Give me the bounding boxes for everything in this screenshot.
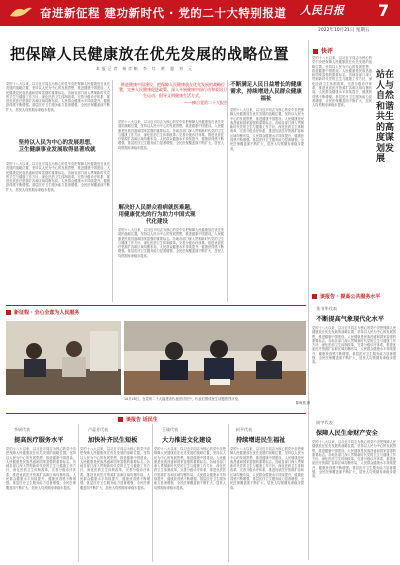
column-rule [152, 424, 153, 562]
newspaper-logo: 人民日报 [300, 4, 344, 17]
column-rule [228, 424, 229, 562]
column-kicker: 王瑜代表 [162, 427, 178, 432]
bottom-commentary-body: 党的十八大以来，以习近平同志为核心的党中央把保障人民健康放在优先发展的战略位置，坚持以人民为中心的发展思想，推进健康中国建设。人民健康是民族昌盛和国家富强的重要标志。各地各部门深入贯彻新时代党的卫生与健康工作方针，深化医药卫生体制改革，完善分级诊疗体系，推进优质医疗资源扩容和区域均衡布局，人民群众健康水平持续提升，健康获得感不断增强。基层医疗卫生服务能力显著增强，全民医保覆盖面不断扩大，居民人均预期寿命稳步提高。 [312, 440, 396, 479]
column-kicker: 卢蕊芳代表 [88, 427, 108, 432]
section-rule [6, 413, 306, 414]
column-body: 党的十八大以来，以习近平同志为核心的党中央把保障人民健康放在优先发展的战略位置，坚持以人民为中心的发展思想，推进健康中国建设。人民健康是民族昌盛和国家富强的重要标志。各地各部门深入贯彻新时代党的卫生与健康工作方针，深化医药卫生体制改革，完善分级诊疗体系，推进优质医疗资源扩容和区域均衡布局，人民群众健康水平持续提升，健康获得感不断增强。基层医疗卫生服务能力显著增强，全民医保覆盖面不断扩大，居民人均预期寿命稳步提高。 [230, 447, 304, 490]
public-service-section-header [312, 293, 380, 302]
commentary-author: 张书华代表 [316, 306, 337, 311]
commentary-headline: 站在人与自然和谐共生的高度谋划发展 [376, 70, 395, 164]
column-body: 党的十八大以来，以习近平同志为核心的党中央把保障人民健康放在优先发展的战略位置，坚持以人民为中心的发展思想，推进健康中国建设。人民健康是民族昌盛和国家富强的重要标志。各地各部门深入贯彻新时代党的卫生与健康工作方针，深化医药卫生体制改革，完善分级诊疗体系，推进优质医疗资源扩容和区域均衡布局，人民群众健康水平持续提升，健康获得感不断增强。基层医疗卫生服务能力显著增强，全民医保覆盖面不断扩大，居民人均预期寿命稳步提高。 [6, 447, 76, 490]
kuaiping-body: 党的十八大以来，以习近平同志为核心的党中央把保障人民健康放在优先发展的战略位置，坚持以人民为中心的发展思想，推进健康中国建设。人民健康是民族昌盛和国家富强的重要标志。各地各部门深入贯彻新时代党的卫生与健康工作方针，深化医药卫生体制改革，完善分级诊疗体系，推进优质医疗资源扩容和区域均衡布局，人民群众健康水平持续提升，健康获得感不断增强。基层医疗卫生服务能力显著增强，全民医保覆盖面不断扩大，居民人均预期寿命稳步提高。 [312, 56, 372, 108]
commentary-body: 党的十八大以来，以习近平同志为核心的党中央把保障人民健康放在优先发展的战略位置，坚持以人民为中心的发展思想，推进健康中国建设。人民健康是民族昌盛和国家富强的重要标志。各地各部门深入贯彻新时代党的卫生与健康工作方针，深化医药卫生体制改革，完善分级诊疗体系，推进优质医疗资源扩容和区域均衡布局，人民群众健康水平持续提升，健康获得感不断增强。基层医疗卫生服务能力显著增强，全民医保覆盖面不断扩大，居民人均预期寿命稳步提高。 [312, 326, 396, 365]
column-body: 党的十八大以来，以习近平同志为核心的党中央把保障人民健康放在优先发展的战略位置，坚持以人民为中心的发展思想，推进健康中国建设。人民健康是民族昌盛和国家富强的重要标志。各地各部门深入贯彻新时代党的卫生与健康工作方针，深化医药卫生体制改革，完善分级诊疗体系，推进优质医疗资源扩容和区域均衡布局，人民群众健康水平持续提升，健康获得感不断增强。基层医疗卫生服务能力显著增强，全民医保覆盖面不断扩大，居民人均预期寿命稳步提高。 [154, 447, 226, 490]
page-number: 7 [378, 1, 390, 20]
photo-credit: 陈海燕 摄 [295, 401, 310, 405]
special-report-slogan: 奋进新征程 建功新时代 · 党的二十大特别报道 [40, 6, 287, 20]
column-rule [308, 40, 309, 560]
new-journey-section-header [6, 309, 79, 318]
kuaiping-label: 快评 [321, 48, 334, 55]
column-kicker: 李妍代表 [14, 427, 30, 432]
new-journey-label: 新征程 · 全心全意为人民服务 [14, 310, 80, 316]
pull-quote-text: 推进健康中国建设，把保障人民健康放在优先发展的战略位置，完善人民健康促进政策。深入开展健康中国行动和爱国卫生运动，倡导文明健康生活方式。 [119, 82, 227, 98]
pull-quote [118, 82, 228, 106]
body-column: 党的十八大以来，以习近平同志为核心的党中央把保障人民健康放在优先发展的战略位置，坚持以人民为中心的发展思想，推进健康中国建设。人民健康是民族昌盛和国家富强的重要标志。各地各部门深入贯彻新时代党的卫生与健康工作方针，深化医药卫生体制改革，完善分级诊疗体系，推进优质医疗资源扩容和区域均衡布局，人民群众健康水平持续提升，健康获得感不断增强。基层医疗卫生服务能力显著增强，全民医保覆盖面不断扩大，居民人均预期寿命稳步提高。 [6, 82, 110, 112]
peace-dove-icon [8, 4, 34, 20]
meeting-photo-left [6, 321, 121, 395]
dateline: 2022年10月21日 星期五 [318, 28, 370, 33]
column-title: 加快补齐民生短板 [88, 437, 138, 444]
column-title: 提高医疗服务水平 [14, 437, 64, 444]
body-column: 党的十八大以来，以习近平同志为核心的党中央把保障人民健康放在优先发展的战略位置，坚持以人民为中心的发展思想，推进健康中国建设。人民健康是民族昌盛和国家富强的重要标志。各地各部门深入贯彻新时代党的卫生与健康工作方针，深化医药卫生体制改革，完善分级诊疗体系，推进优质医疗资源扩容和区域均衡布局，人民群众健康水平持续提升，健康获得感不断增强。基层医疗卫生服务能力显著增强，全民医保覆盖面不断扩大，居民人均预期寿命稳步提高。 [6, 162, 110, 192]
column-kicker: 柯平代表 [236, 427, 252, 432]
commentary-title: 不断提高气象现代化水平 [316, 316, 385, 323]
pull-quote-source: ——摘自党的二十大报告 [184, 100, 228, 106]
subhead-3: 不断满足人民日益增长的健康需求，持续增进人民群众健康福祉 [230, 82, 302, 102]
bottom-commentary-author: 周宇代表 [316, 420, 333, 425]
column-rule [227, 80, 228, 302]
column-rule [112, 80, 113, 302]
section-rule [6, 305, 306, 306]
people-livelihood-label: 谈报告 话民生 [126, 417, 158, 423]
kuaiping-section-header [313, 46, 333, 55]
masthead-banner [0, 0, 400, 26]
column-title: 持续增进民生福祉 [236, 437, 286, 444]
column-body: 党的十八大以来，以习近平同志为核心的党中央把保障人民健康放在优先发展的战略位置，坚持以人民为中心的发展思想，推进健康中国建设。人民健康是民族昌盛和国家富强的重要标志。各地各部门深入贯彻新时代党的卫生与健康工作方针，深化医药卫生体制改革，完善分级诊疗体系，推进优质医疗资源扩容和区域均衡布局，人民群众健康水平持续提升，健康获得感不断增强。基层医疗卫生服务能力显著增强，全民医保覆盖面不断扩大，居民人均预期寿命稳步提高。 [80, 447, 150, 490]
body-column: 党的十八大以来，以习近平同志为核心的党中央把保障人民健康放在优先发展的战略位置，坚持以人民为中心的发展思想，推进健康中国建设。人民健康是民族昌盛和国家富强的重要标志。各地各部门深入贯彻新时代党的卫生与健康工作方针，深化医药卫生体制改革，完善分级诊疗体系，推进优质医疗资源扩容和区域均衡布局，人民群众健康水平持续提升，健康获得感不断增强。基层医疗卫生服务能力显著增强，全民医保覆盖面不断扩大，居民人均预期寿命稳步提高。 [118, 228, 224, 258]
main-headline: 把保障人民健康放在优先发展的战略位置 [10, 45, 290, 63]
byline: 本报记者 杨彦帆 李 红 黄 超 刘 元 [96, 66, 194, 71]
meeting-photo-right [124, 321, 306, 395]
public-service-label: 谈报告 · 提高公共服务水平 [320, 294, 381, 300]
column-rule [78, 424, 79, 562]
body-column: 党的十八大以来，以习近平同志为核心的党中央把保障人民健康放在优先发展的战略位置，坚持以人民为中心的发展思想，推进健康中国建设。人民健康是民族昌盛和国家富强的重要标志。各地各部门深入贯彻新时代党的卫生与健康工作方针，深化医药卫生体制改革，完善分级诊疗体系，推进优质医疗资源扩容和区域均衡布局，人民群众健康水平持续提升，健康获得感不断增强。基层医疗卫生服务能力显著增强，全民医保覆盖面不断扩大，居民人均预期寿命稳步提高。 [118, 120, 224, 150]
photo-caption: 10月18日，在党的二十大福建省代表团讨论中，代表们围绕民生话题热烈讨论。 [124, 397, 242, 401]
column-title: 大力推进文化建设 [162, 437, 212, 444]
subhead-1: 坚持以人民为中心的发展思想，卫生健康事业发展取得显著成就 [18, 140, 96, 153]
bottom-commentary-title: 保障人民生命财产安全 [316, 430, 378, 437]
subhead-2: 解决好人民群众看病就医难题，用健康优先的行为助力中国式现代化建设 [118, 205, 196, 225]
body-column: 党的十八大以来，以习近平同志为核心的党中央把保障人民健康放在优先发展的战略位置，坚持以人民为中心的发展思想，推进健康中国建设。人民健康是民族昌盛和国家富强的重要标志。各地各部门深入贯彻新时代党的卫生与健康工作方针，深化医药卫生体制改革，完善分级诊疗体系，推进优质医疗资源扩容和区域均衡布局，人民群众健康水平持续提升，健康获得感不断增强。基层医疗卫生服务能力显著增强，全民医保覆盖面不断扩大，居民人均预期寿命稳步提高。 [230, 108, 304, 151]
